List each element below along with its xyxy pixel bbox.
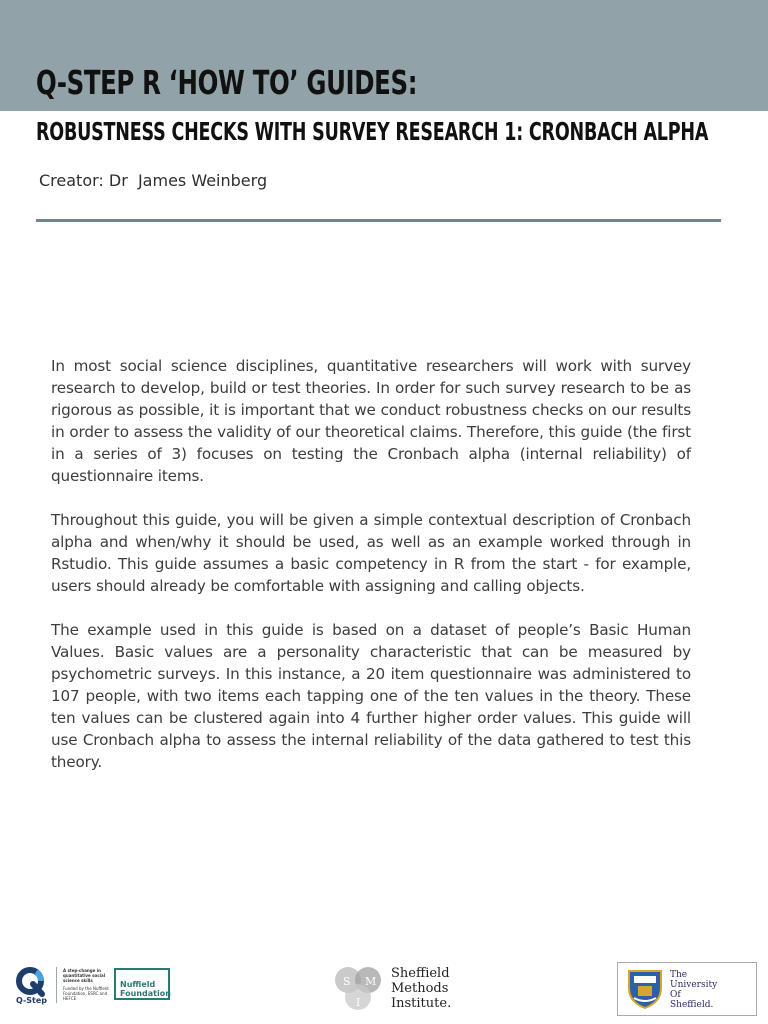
- uos-line1: The: [670, 970, 688, 980]
- smi-letter: S: [343, 975, 351, 988]
- page-subtitle: ROBUSTNESS CHECKS WITH SURVEY RESEARCH 1: CRONBACH ALPHA: [36, 117, 709, 146]
- creator-line: Creator: Dr James Weinberg: [39, 171, 268, 190]
- university-crest-icon: [626, 968, 664, 1010]
- smi-line3: Institute.: [391, 996, 452, 1011]
- footer-divider: [56, 967, 57, 1003]
- uos-line2: University: [670, 980, 718, 990]
- intro-paragraph: The example used in this guide is based on a dataset of people’s Basic Human Values. Basic values are a personality characteristic that can be measured by psychometric surveys. In this instance, a 20 item questionnaire was administered to 107 people, with two items each tapping one of the ten values in the theory. These ten values can be clustered again into 4 further higher order values. This guide will use Cronbach alpha to assess the internal reliability of the data gathered to test this theory.: [51, 621, 691, 771]
- header-divider: [36, 219, 721, 222]
- smi-letter: M: [365, 975, 377, 988]
- nuffield-line2: Foundation: [120, 989, 171, 998]
- intro-paragraph: In most social science disciplines, quantitative researchers will work with survey research to develop, build or test theories. In order for such survey research to be as rigorous as possible, it is important that we conduct robustness checks on our results in order to assess the validity of our theoretical claims. Therefore, this guide (the first in a series of 3) focuses on testing the Cronbach alpha (internal reliability) of questionnaire items.: [51, 357, 691, 485]
- q-step-blurb-heading: A step-change in quantitative social science skills: [63, 968, 106, 983]
- uos-line4: Sheffield.: [670, 1000, 714, 1010]
- smi-venn-logo-icon: [332, 964, 384, 1014]
- intro-text: [51, 355, 691, 795]
- smi-wordmark: [391, 966, 451, 1011]
- smi-line1: Sheffield: [391, 966, 450, 981]
- q-step-label: Q-Step: [16, 996, 48, 1005]
- smi-letter: I: [356, 996, 361, 1009]
- nuffield-foundation-logo: [114, 968, 170, 1000]
- q-step-blurb-funding: Funded by the Nuffield Foundation, ESRC and HEFCE: [63, 986, 109, 1001]
- uos-line3: Of: [670, 990, 681, 1000]
- university-of-sheffield-logo: [617, 962, 757, 1016]
- intro-paragraph: Throughout this guide, you will be given a simple contextual description of Cronbach alpha and when/why it should be used, as well as an example worked through in Rstudio. This guide assumes a basic competency in R from the start - for example, users should already be comfortable with assigning and calling objects.: [51, 511, 691, 595]
- page-title: Q-STEP R ‘HOW TO’ GUIDES:: [36, 63, 418, 102]
- q-step-blurb: [63, 968, 109, 1001]
- uos-wordmark: [670, 970, 717, 1010]
- smi-line2: Methods: [391, 981, 449, 996]
- nuffield-line1: Nuffield: [120, 980, 156, 989]
